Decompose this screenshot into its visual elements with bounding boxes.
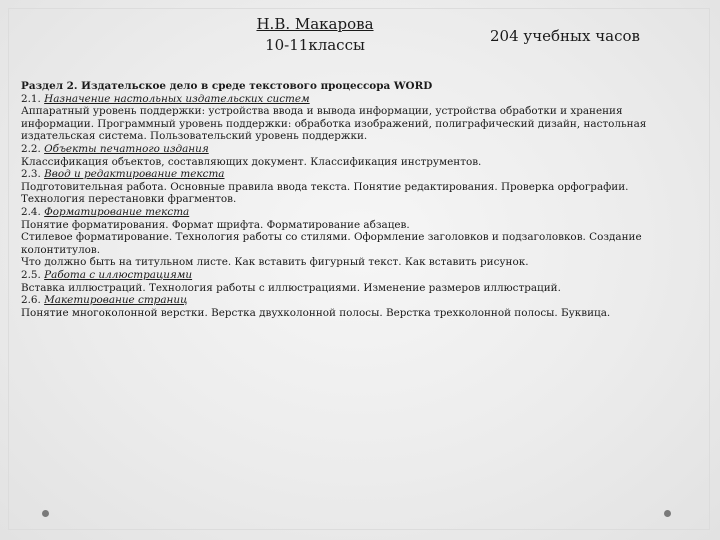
topic-number: 2.6. (21, 294, 41, 307)
topic-name: Работа с иллюстрациями (44, 268, 193, 281)
grades-label: 10-11классы (265, 36, 365, 54)
topic-description: Стилевое форматирование. Технология работы со стилями. Оформление заголовков и подзаголовков. Создание колонтитулов. (21, 231, 642, 256)
topic-title (21, 206, 693, 219)
author-name: Н.В. Макарова (256, 15, 374, 33)
topic-description: Что должно быть на титульном листе. Как вставить фигурный текст. Как вставить рисунок. (21, 256, 529, 269)
topic-description: Классификация объектов, составляющих документ. Классификация инструментов. (21, 155, 482, 168)
topic-title (21, 168, 693, 181)
topic-name: Форматирование текста (44, 205, 190, 218)
author-block (240, 14, 390, 56)
topic-name: Объекты печатного издания (44, 142, 209, 155)
slide-header (0, 14, 720, 64)
topic-description: Аппаратный уровень поддержки: устройства ввода и вывода информации, устройства обработки и хранения информации. Программный уровень поддержки: обработка изображений, полиграфический дизайн, настольная издательская система. Пользовательский уровень поддержки. (21, 105, 647, 143)
topic-name: Назначение настольных издательских систем (44, 92, 310, 105)
topic-name: Макетирование страниц (44, 294, 188, 307)
topic-title (21, 294, 693, 307)
topic-number: 2.1. (21, 92, 41, 105)
topic-description: Понятие форматирования. Формат шрифта. Форматирование абзацев. (21, 218, 410, 231)
section-title: Раздел 2. Издательское дело в среде текстового процессора WORD (21, 80, 433, 92)
topic-title (21, 93, 693, 106)
hours-label: 204 учебных часов (490, 27, 640, 45)
topic-description: Подготовительная работа. Основные правила ввода текста. Понятие редактирования. Проверка орфографии. Технология перестановки фрагментов. (21, 180, 629, 206)
topic-description: Вставка иллюстраций. Технология работы с иллюстрациями. Изменение размеров иллюстраций. (21, 281, 561, 294)
topic-number: 2.2. (21, 142, 41, 155)
topic-name: Ввод и редактирование текста (44, 168, 225, 181)
decorative-dot-icon (664, 510, 671, 517)
curriculum-content (21, 80, 693, 319)
topic-title (21, 269, 693, 282)
decorative-dot-icon (42, 510, 49, 517)
topic-number: 2.3. (21, 168, 41, 181)
topic-number: 2.4. (21, 205, 41, 218)
topic-description: Понятие многоколонной верстки. Верстка двухколонной полосы. Верстка трехколонной полосы. Буквица. (21, 306, 611, 319)
topic-title (21, 143, 693, 156)
topic-number: 2.5. (21, 268, 41, 281)
